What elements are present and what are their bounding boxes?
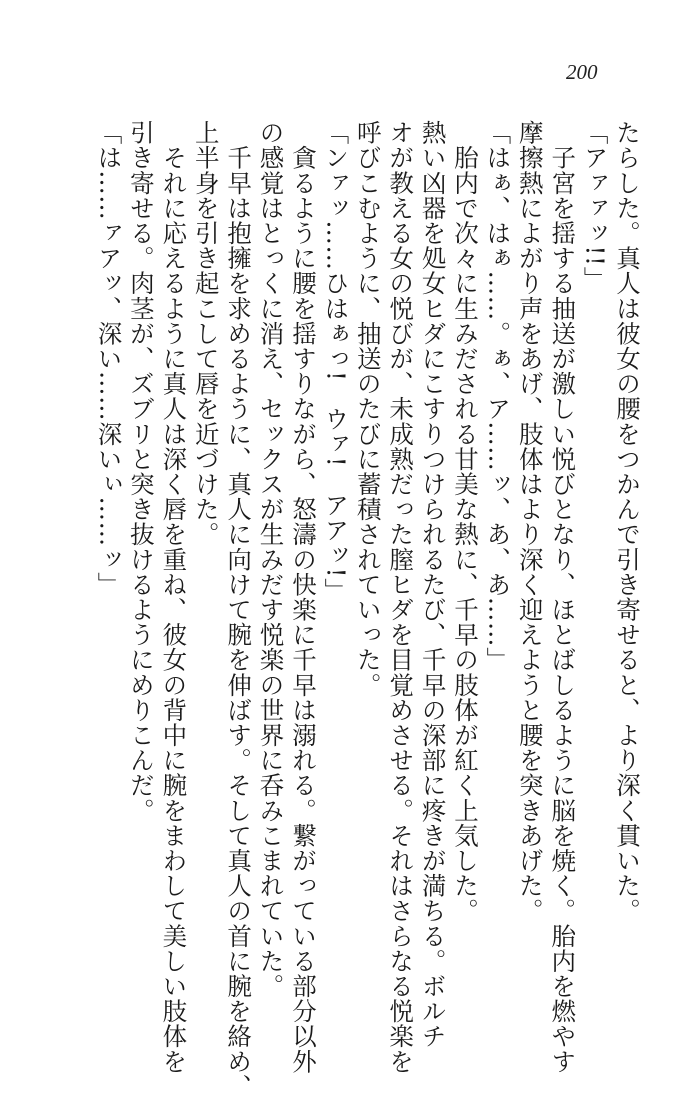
text-line: 熱い凶器を処女ヒダにこすりつけられるたび、千早の深部に疼きが満ちる。ボルチ — [418, 120, 448, 1049]
text-line: 呼びこむように、抽送のたびに蓄積されていった。 — [353, 120, 383, 698]
text-line: 引き寄せる。肉茎が、ズブリと突き抜けるようにめりこんだ。 — [126, 120, 156, 823]
text-line: 子宮を揺する抽送が激しい悦びとなり、ほとばしるように脳を焼く。胎内を燃やす — [548, 120, 578, 1074]
text-line: 「アァァッ!!」 — [580, 120, 610, 292]
text-line: たらした。真人は彼女の腰をつかんで引き寄せると、より深く貫いた。 — [613, 120, 642, 924]
text-line: の感覚はとっくに消え、セックスが生みだす悦楽の世界に呑みこまれていた。 — [256, 120, 286, 999]
text-line: 「ンァッ……ひはぁっ! ウァ! アアッ!」 — [321, 120, 351, 604]
text-line: 「は……ァアッ、深い……深いぃ……ッ」 — [94, 120, 124, 597]
text-line: 千早は抱擁を求めるように、真人に向けて腕を伸ばす。そして真人の首に腕を絡め、 — [224, 120, 254, 1099]
text-line: 胎内で次々に生みだされる甘美な熱に、千早の肢体が紅く上気した。 — [450, 120, 480, 924]
text-line: 「はぁ、はぁ……。ぁ、ア……ッ、あ、あ……」 — [483, 120, 513, 673]
text-line: 摩擦熱によがり声をあげ、肢体はより深く迎えようと腰を突きあげた。 — [515, 120, 545, 924]
page-number: 200 — [566, 60, 598, 84]
text-line: 貪るように腰を揺すりながら、怒濤の快楽に千早は溺れる。繋がっている部分以外 — [288, 120, 318, 1074]
text-line: それに応えるように真人は深く唇を重ね、彼女の背中に腕をまわして美しい肢体を — [159, 120, 189, 1074]
text-line: オが教える女の悦びが、未成熟だった膣ヒダを目覚めさせる。それはさらなる悦楽を — [386, 120, 416, 1074]
text-line: 上半身を引き起こして唇を近づけた。 — [191, 120, 221, 547]
body-text — [92, 120, 643, 1099]
